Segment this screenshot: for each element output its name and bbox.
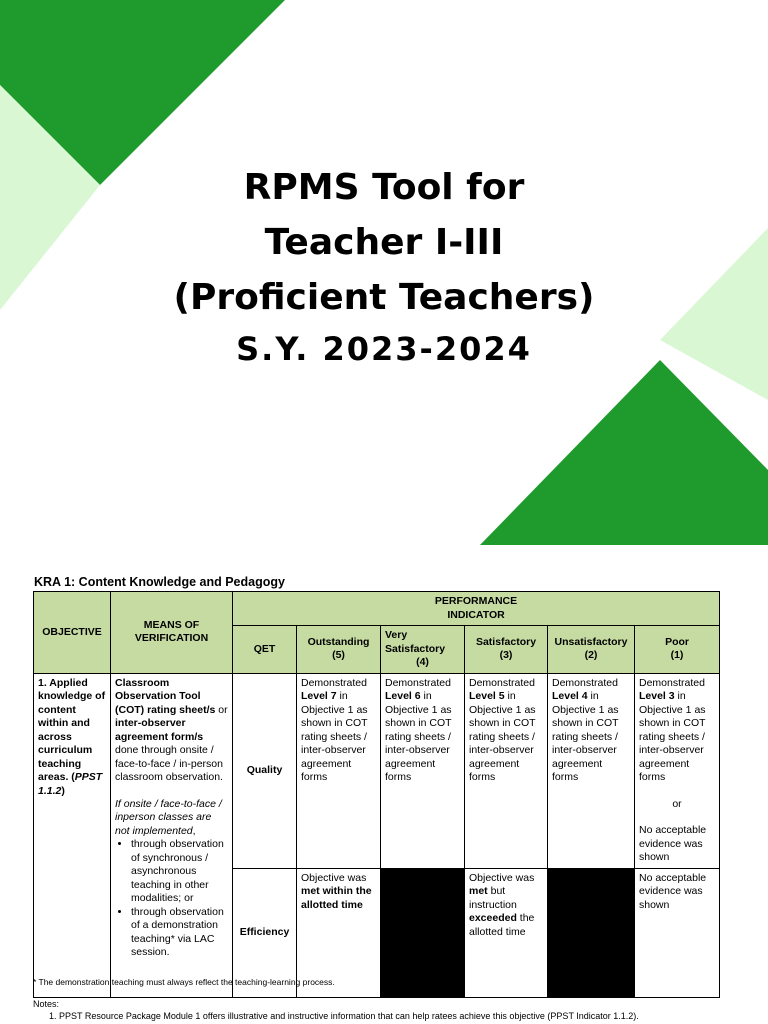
header-performance-line1: PERFORMANCE — [434, 595, 518, 607]
eff-sat-pre: Objective was — [469, 871, 535, 884]
cover-title — [0, 160, 768, 325]
header-unsatisfactory — [548, 626, 635, 674]
eff-sat-exceeded: exceeded — [469, 912, 517, 924]
quality-poor-alt: No acceptable evidence was shown — [639, 824, 707, 863]
level-score: (4) — [416, 656, 429, 668]
quality-level: Level 7 — [301, 690, 337, 702]
header-means: MEANS OF VERIFICATION — [111, 592, 233, 674]
efficiency-label: Efficiency — [233, 868, 297, 997]
eff-sat-met: met — [469, 885, 488, 897]
quality-label: Quality — [233, 673, 297, 868]
means-condition-comma: , — [192, 824, 196, 837]
footnote: * The demonstration teaching must always reflect the teaching-learning process. — [33, 977, 335, 987]
means-bullets — [115, 838, 228, 960]
quality-suffix: in Objective 1 as shown in COT rating sheets / inter-observer agreement forms — [469, 690, 536, 783]
eff-out-pre: Objective was — [301, 871, 367, 884]
level-score: (5) — [332, 649, 345, 662]
quality-prefix: Demonstrated — [385, 676, 451, 689]
level-name: Unsatisfactory — [554, 635, 628, 648]
rpms-table — [33, 591, 720, 998]
means-cell — [111, 673, 233, 997]
title-line-1: RPMS Tool for — [243, 167, 525, 208]
bottom-right-dark-green-shape — [480, 360, 768, 545]
level-name: Satisfactory — [475, 635, 537, 648]
quality-prefix: Demonstrated — [639, 676, 705, 689]
quality-prefix: Demonstrated — [469, 676, 535, 689]
quality-level: Level 4 — [552, 690, 588, 702]
header-performance-line2: INDICATOR — [447, 608, 505, 621]
quality-prefix: Demonstrated — [301, 676, 367, 689]
level-name: Outstanding — [307, 635, 370, 648]
objective-close: ) — [61, 784, 65, 797]
quality-poor — [635, 673, 720, 868]
level-score: (3) — [499, 649, 513, 662]
level-score: (2) — [584, 649, 598, 662]
means-cot: Classroom Observation Tool (COT) rating sheet/s — [115, 676, 216, 716]
quality-suffix: in Objective 1 as shown in COT rating sheets / inter-observer agreement forms — [385, 690, 452, 783]
header-poor — [635, 626, 720, 674]
quality-unsatisfactory — [548, 673, 635, 868]
header-qet: QET — [233, 626, 297, 674]
quality-suffix: in Objective 1 as shown in COT rating sheets / inter-observer agreement forms — [552, 690, 619, 783]
quality-level: Level 5 — [469, 690, 505, 702]
title-line-2: Teacher I-III — [264, 222, 504, 263]
quality-suffix: in Objective 1 as shown in COT rating sheets / inter-observer agreement forms — [301, 690, 368, 783]
objective-text: 1. Applied knowledge of content within and across curriculum teaching areas. ( — [38, 676, 106, 783]
quality-satisfactory — [465, 673, 548, 868]
title-line-3: (Proficient Teachers) — [173, 277, 595, 318]
efficiency-poor: No acceptable evidence was shown — [635, 868, 720, 997]
quality-level: Level 6 — [385, 690, 421, 702]
quality-level: Level 3 — [639, 690, 675, 702]
eff-sat-mid: but instruction — [469, 885, 517, 911]
quality-suffix: in Objective 1 as shown in COT rating sheets / inter-observer agreement forms — [639, 690, 706, 783]
means-condition: If onsite / face-to-face / inperson classes are not implemented — [115, 797, 222, 837]
eff-sat-post: the allotted time — [469, 912, 535, 938]
header-objective: OBJECTIVE — [34, 592, 111, 674]
objective-cell — [34, 673, 111, 997]
note-1: 1. PPST Resource Package Module 1 offers illustrative and instructive information that can help ratees achieve this objective (PPST Indicator 1.1.2). — [49, 1011, 639, 1021]
efficiency-unsatisfactory-blank — [548, 868, 635, 997]
quality-outstanding — [297, 673, 381, 868]
level-name: Poor — [665, 635, 689, 648]
level-name: Very Satisfactory — [385, 629, 446, 655]
efficiency-satisfactory — [465, 868, 548, 997]
means-bullet: • through observation of synchronous / asynchronous teaching in other modalities; or — [131, 838, 228, 906]
level-score: (1) — [670, 649, 684, 662]
kra-title: KRA 1: Content Knowledge and Pedagogy — [34, 575, 285, 589]
header-very-satisfactory — [381, 626, 465, 674]
header-performance — [233, 592, 720, 626]
notes-label: Notes: — [33, 999, 60, 1009]
quality-very-satisfactory — [381, 673, 465, 868]
means-interobserver: inter-observer agreement form/s — [115, 717, 204, 743]
efficiency-very-satisfactory-blank — [381, 868, 465, 997]
header-satisfactory — [465, 626, 548, 674]
quality-prefix: Demonstrated — [552, 676, 618, 689]
means-or: or — [215, 703, 228, 716]
eff-out-bold: met within the allotted time — [301, 885, 372, 911]
school-year: S.Y. 2023-2024 — [236, 330, 532, 368]
objective-ppst: PPST 1.1.2 — [38, 771, 103, 797]
means-bullet: • through observation of a demonstration teaching* via LAC session. — [131, 906, 228, 960]
quality-poor-or: or — [672, 797, 682, 810]
means-onsite: done through onsite / face-to-face / in-person classroom observation. — [115, 744, 223, 783]
header-outstanding — [297, 626, 381, 674]
